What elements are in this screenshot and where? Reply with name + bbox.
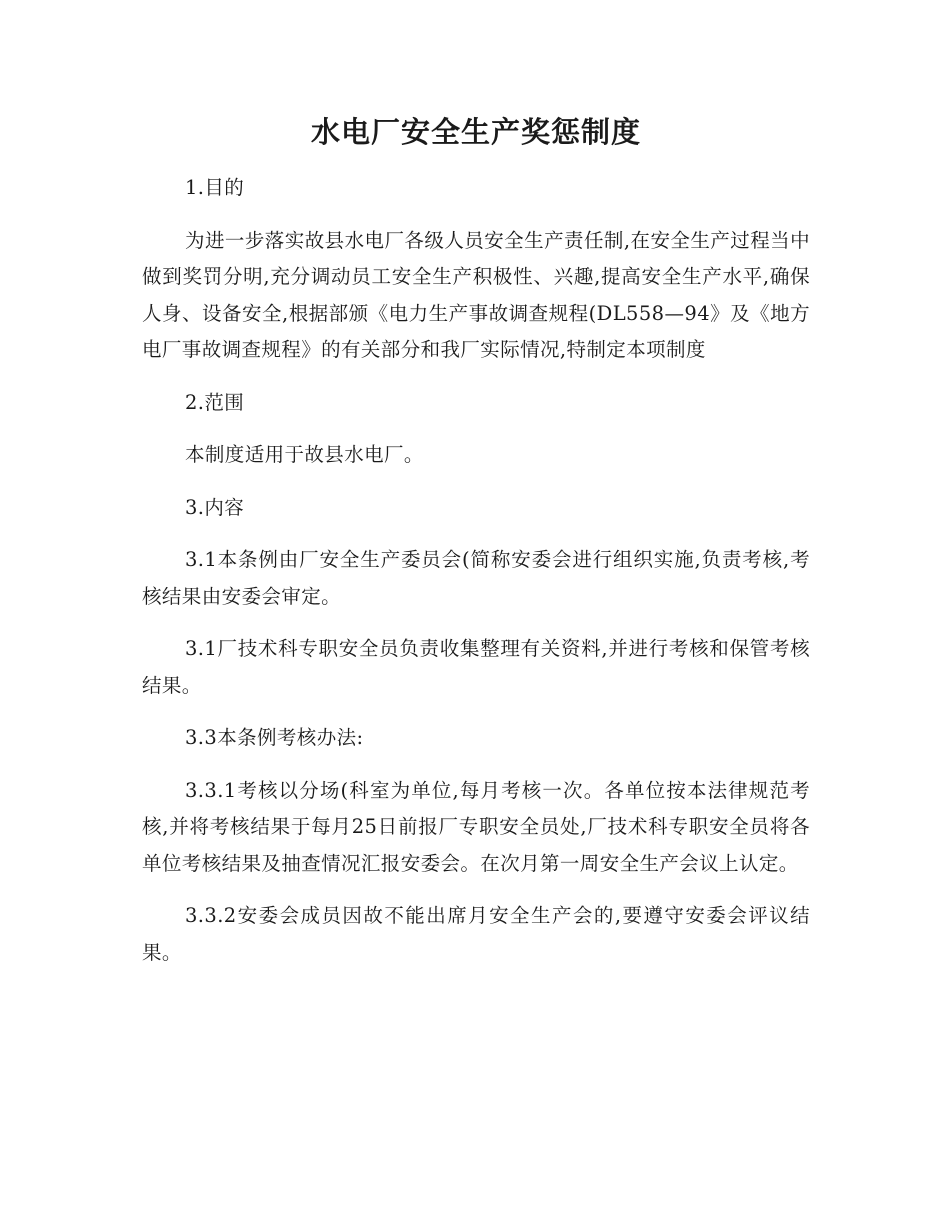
clause-3-3-1-assessment: 3.3.1考核以分场(科室为单位,每月考核一次。各单位按本法律规范考核,并将考核结果于每月25日前报厂专职安全员处,厂技术科专职安全员将各单位考核结果及抽查情况汇报安委会。在次月第一周安全生产会议上认定。 [142,778,810,875]
section-heading-purpose: 1.目的 [185,176,245,199]
section-heading-scope: 2.范围 [185,390,245,414]
clause-3-1-safety-officer: 3.1厂技术科专职安全员负责收集整理有关资料,并进行考核和保管考核结果。 [142,637,810,697]
scope-paragraph: 本制度适用于故县水电厂。 [185,443,424,466]
clause-3-3-method: 3.3本条例考核办法: [185,726,364,749]
document-title: 水电厂安全生产奖惩制度 [310,115,641,149]
section-heading-content: 3.内容 [185,495,245,519]
purpose-paragraph: 为进一步落实故县水电厂各级人员安全生产责任制,在安全生产过程当中做到奖罚分明,充分调动员工安全生产积极性、兴趣,提高安全生产水平,确保人身、设备安全,根据部颁《电力生产事故调查规程(DL558—94》及《地方电厂事故调查规程》的有关部分和我厂实际情况,特制定本项制度 [142,228,810,361]
clause-3-1-organization: 3.1本条例由厂安全生产委员会(简称安委会进行组织实施,负责考核,考核结果由安委会审定。 [142,548,810,608]
clause-3-3-2-attendance: 3.3.2安委会成员因故不能出席月安全生产会的,要遵守安委会评议结果。 [142,904,810,964]
document-body [142,112,810,987]
